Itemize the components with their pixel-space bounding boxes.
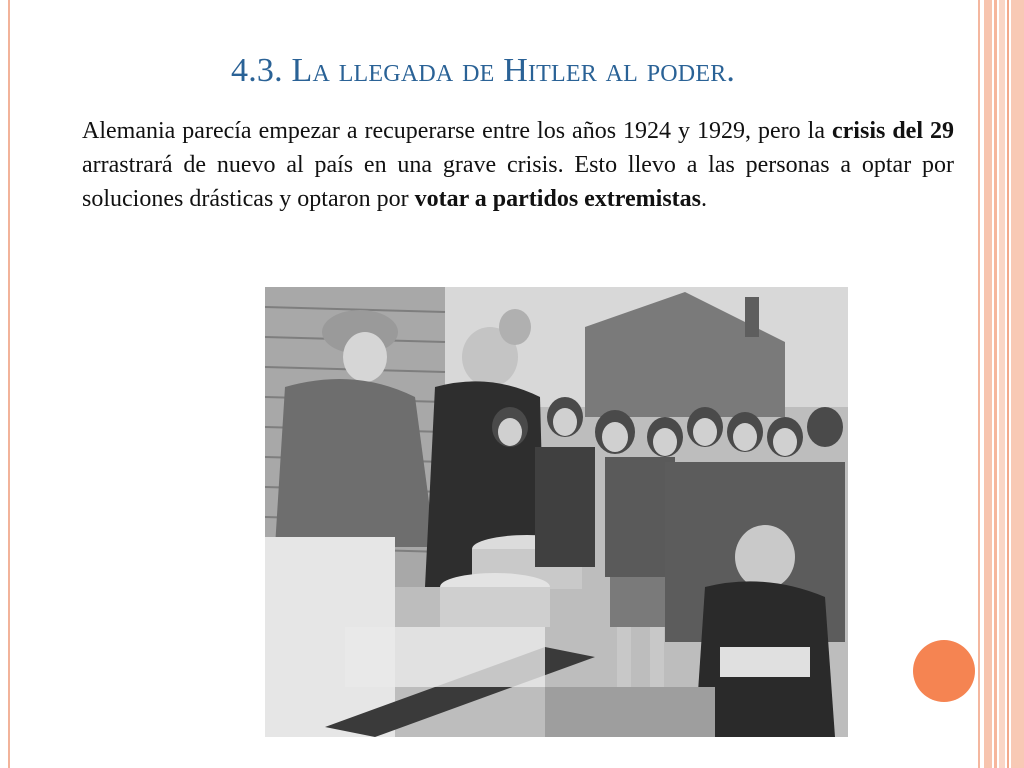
photo-illustration (265, 287, 848, 737)
decorative-orange-circle (913, 640, 975, 702)
bold-term-vote: votar a partidos extremistas (414, 186, 701, 212)
body-paragraph (82, 114, 954, 216)
decorative-right-stripes (978, 0, 1024, 768)
slide-title: 4.3. La llegada de Hitler al poder. (231, 52, 736, 89)
left-border-line (8, 0, 10, 768)
paragraph-segment: arrastrará de nuevo al país en una grave crisis. Esto llevo a las personas a optar por soluciones drásticas y optaron por (82, 152, 954, 212)
paragraph-segment: . (701, 186, 707, 212)
historical-photo (265, 287, 848, 737)
bold-term-crisis: crisis del 29 (832, 118, 954, 144)
paragraph-segment: Alemania parecía empezar a recuperarse entre los años 1924 y 1929, pero la (82, 118, 832, 144)
